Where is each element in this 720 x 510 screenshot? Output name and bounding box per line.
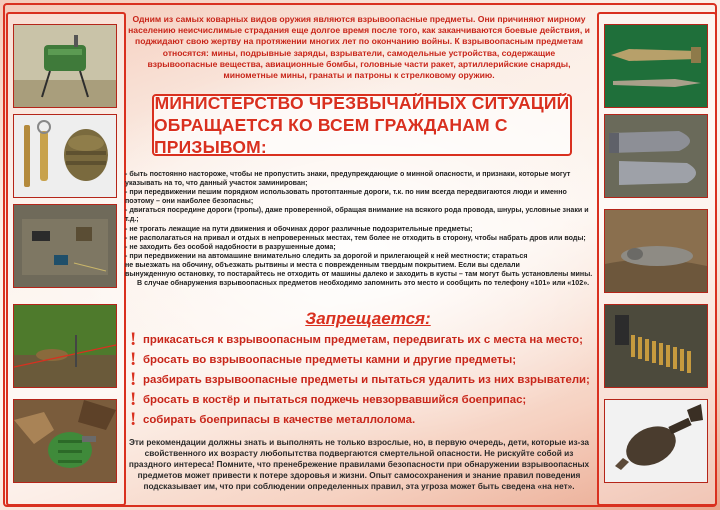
exclamation-icon: ! bbox=[130, 389, 137, 410]
banner-line-1: МИНИСТЕРСТВО ЧРЕЗВЫЧАЙНЫХ СИТУАЦИЙ bbox=[154, 93, 570, 113]
rule-item: - при передвижении на автомашине внимательно следить за дорогой и прилегающей к ней местности; стараться не выезжать на обочину, объезжать рытвины и места с поврежденным твердым покрытием. Если вы сделали вынужденную остановку, то постарайтесь не отходить от машины далеко и заходить в кусты – там могут быть установлены мины. bbox=[125, 251, 593, 279]
photo-rocket-grenade bbox=[604, 24, 708, 108]
rule-item: - быть постоянно настороже, чтобы не пропустить знаки, предупреждающие о минной опасности, и признаки, которые могут указывать на то, что данный участок заминирован; bbox=[125, 170, 571, 188]
forbidden-heading: Запрещается: bbox=[305, 309, 431, 328]
photo-ammo-belt bbox=[604, 304, 708, 388]
ministry-banner bbox=[152, 94, 572, 156]
emergency-phone-note: В случае обнаружения взрывоопасных предметов необходимо запомнить это место и сообщить по телефону «101» или «102». bbox=[137, 279, 590, 288]
rule-item: - двигаться посредине дороги (тропы), даже проверенной, обращая внимание на всякого рода провода, шнуры, условные знаки и т.д.; bbox=[125, 206, 589, 224]
closing-paragraph: Эти рекомендации должны знать и выполнять не только взрослые, но, в первую очередь, дети, которые из-за свойственного их возрасту любопытства подвергаются смертельной опасности. Не рискуйте собой из праздного интереса! Помните, что пренебрежение правилами безопасности при обнаружении взрывоопасных предметов может привести к потере здоровья и жизни. Опыт самосохранения и знание правил поведения подсказывает им, что при соблюдении определенных правил, эта угроза может быть сведена «на нет». bbox=[128, 437, 590, 491]
rule-item: - не трогать лежащие на пути движения и обочинах дорог различные подозрительные предметы; bbox=[125, 224, 473, 233]
photo-artillery-shells bbox=[604, 114, 708, 198]
rule-item: - при передвижении пешим порядком использовать протоптанные дороги, т.к. по ним всегда передвигаются люди и именно поэтому – они наиболее безопасны; bbox=[125, 188, 567, 206]
forbidden-item-text: разбирать взрывоопасные предметы и пытаться удалить из них взрыватели; bbox=[143, 374, 590, 386]
forbidden-item-text: бросать во взрывоопасные предметы камни и другие предметы; bbox=[143, 354, 516, 366]
photo-grenade bbox=[13, 399, 117, 483]
photo-claymore-mine bbox=[13, 24, 117, 108]
forbidden-item bbox=[130, 330, 590, 350]
rule-item: - не заходить без особой надобности в разрушенные дома; bbox=[125, 242, 336, 251]
safety-rules-list bbox=[125, 170, 593, 288]
left-photo-column bbox=[6, 12, 126, 506]
forbidden-item bbox=[130, 390, 590, 410]
forbidden-item bbox=[130, 350, 590, 370]
exclamation-icon: ! bbox=[130, 329, 137, 350]
banner-line-2: ОБРАЩАЕТСЯ КО ВСЕМ ГРАЖДАНАМ С ПРИЗЫВОМ: bbox=[154, 115, 508, 157]
forbidden-item-text: собирать боеприпасы в качестве металлолома. bbox=[143, 414, 416, 426]
forbidden-item-text: прикасаться к взрывоопасным предметам, передвигать их с места на место; bbox=[143, 334, 583, 346]
exclamation-icon: ! bbox=[130, 409, 137, 430]
rule-item: - не располагаться на привал и отдых в непроверенных местах, тем более не отходить в сторону, чтобы набрать дров или воды; bbox=[125, 233, 586, 242]
exclamation-icon: ! bbox=[130, 349, 137, 370]
photo-tripwire bbox=[13, 304, 117, 388]
photo-detonators bbox=[13, 114, 117, 198]
forbidden-list bbox=[130, 330, 590, 430]
forbidden-item-text: бросать в костёр и пытаться поджечь невзорвавшийся боеприпас; bbox=[143, 394, 527, 406]
forbidden-item bbox=[130, 410, 590, 430]
forbidden-item bbox=[130, 370, 590, 390]
photo-buried-mines bbox=[13, 204, 117, 288]
photo-buried-bomb bbox=[604, 209, 708, 293]
right-photo-column bbox=[597, 12, 717, 506]
photo-mortar-round bbox=[604, 399, 708, 483]
exclamation-icon: ! bbox=[130, 369, 137, 390]
intro-paragraph: Одним из самых коварных видов оружия являются взрывоопасные предметы. Они причиняют мирному населению неисчислимые страдания еще долгое время после того, как заканчиваются боевые действия, и поджидают свою жертву на протяжении многих лет по окончанию войны. К взрывоопасным предметам относятся: мины, подрывные заряды, взрыватели, самодельные устройства, содержащие взрывоопасные вещества, авиационные бомбы, головные части ракет, артиллерийские снаряды, минометные мины, гранаты и патроны к стрелковому оружию. bbox=[128, 14, 590, 81]
